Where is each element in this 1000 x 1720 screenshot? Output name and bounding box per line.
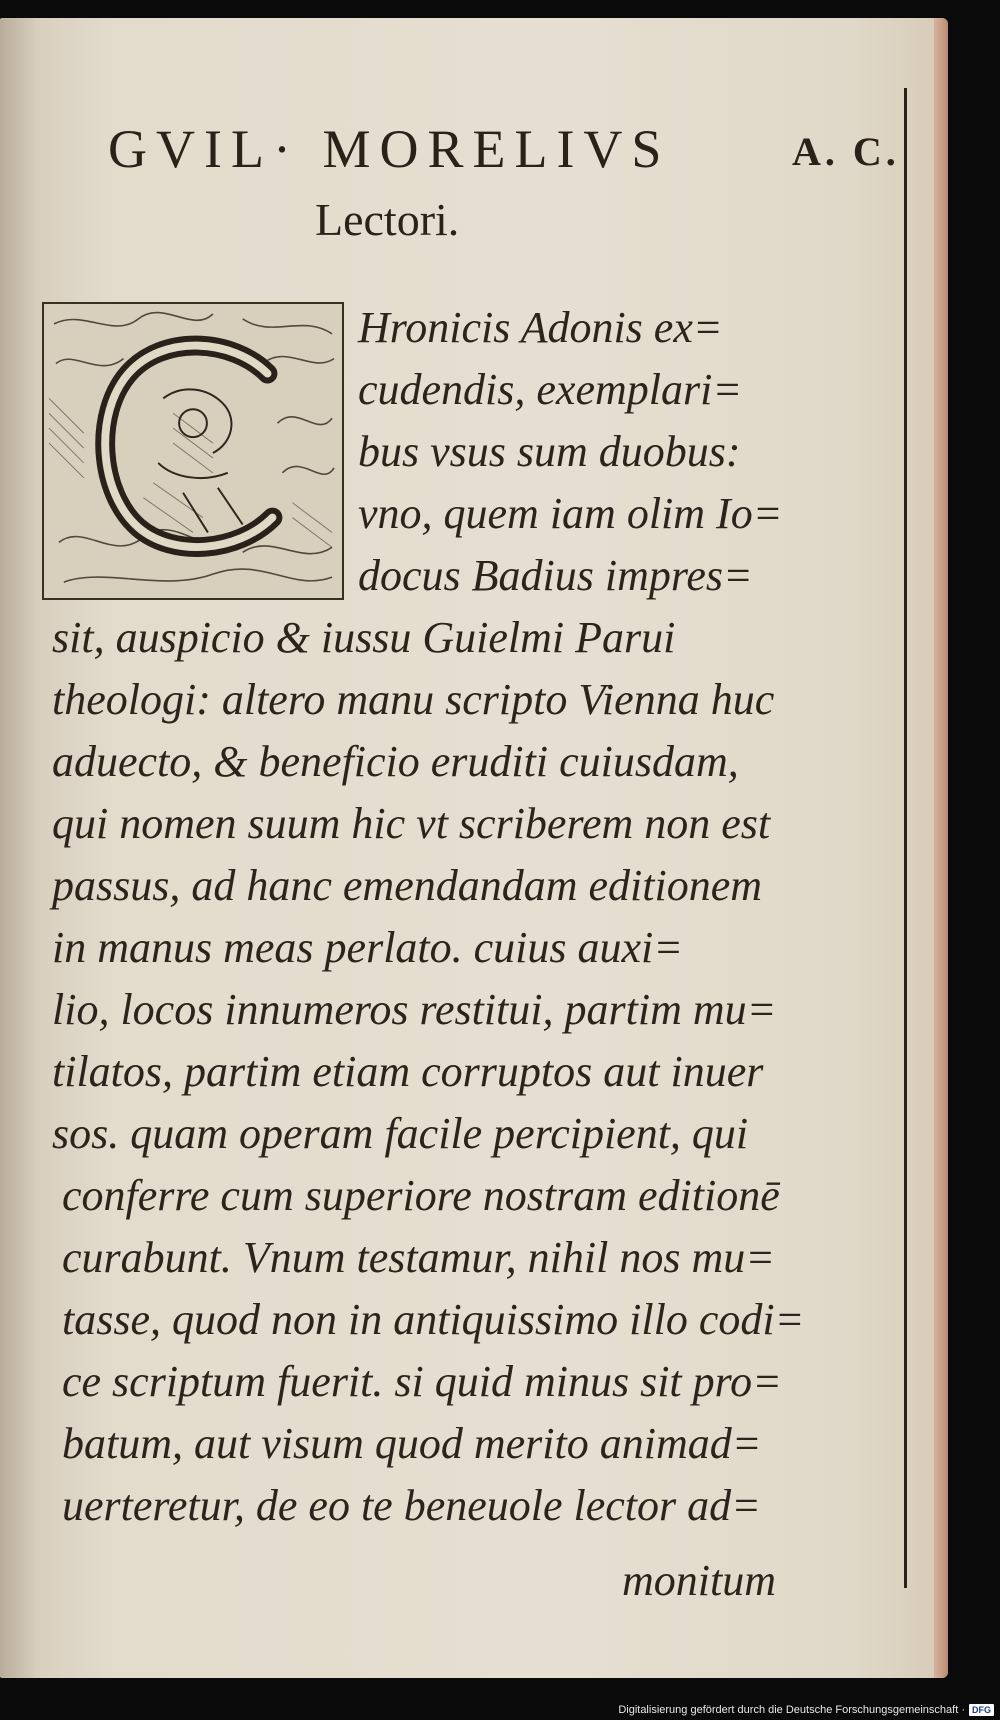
text-line-18: ce scriptum fuerit. si quid minus sit pro= bbox=[62, 1357, 782, 1406]
text-line-19: batum, aut visum quod merito animad= bbox=[62, 1419, 762, 1468]
decorated-initial bbox=[42, 302, 344, 600]
page-header bbox=[108, 118, 908, 188]
text-line-11: in manus meas perlato. cuius auxi= bbox=[52, 923, 683, 972]
margin-rule bbox=[904, 88, 907, 1588]
signature-mark: A. C. bbox=[792, 129, 900, 174]
page-title: GVIL· MORELIVS bbox=[108, 119, 671, 179]
text-line-9: qui nomen suum hic vt scriberem non est bbox=[52, 799, 771, 848]
text-line-16: curabunt. Vnum testamur, nihil nos mu= bbox=[62, 1233, 775, 1282]
text-line-20: uerteretur, de eo te beneuole lector ad= bbox=[62, 1481, 761, 1530]
text-line-12: lio, locos innumeros restitui, partim mu= bbox=[52, 985, 777, 1034]
text-line-13: tilatos, partim etiam corruptos aut inuer bbox=[52, 1047, 764, 1096]
book-page bbox=[0, 18, 948, 1678]
text-line-7: theologi: altero manu scripto Vienna huc bbox=[52, 675, 775, 724]
text-line-4: vno, quem iam olim Io= bbox=[358, 489, 783, 538]
text-line-3: bus vsus sum duobus: bbox=[358, 427, 741, 476]
text-line-5: docus Badius impres= bbox=[358, 551, 753, 600]
digitization-credit bbox=[618, 1702, 994, 1718]
text-line-15: conferre cum superiore nostram editionē bbox=[62, 1171, 780, 1220]
text-line-17: tasse, quod non in antiquissimo illo codi= bbox=[62, 1295, 805, 1344]
page-subtitle: Lectori. bbox=[315, 194, 460, 245]
text-line-14: sos. quam operam facile percipient, qui bbox=[52, 1109, 749, 1158]
text-line-1: Hronicis Adonis ex= bbox=[358, 303, 723, 352]
page-fore-edge bbox=[934, 18, 948, 1678]
catchword: monitum bbox=[622, 1556, 776, 1605]
woodcut-initial-image bbox=[44, 304, 342, 598]
text-line-2: cudendis, exemplari= bbox=[358, 365, 743, 414]
text-line-10: passus, ad hanc emendandam editionem bbox=[52, 861, 763, 910]
dfg-logo-icon: DFG bbox=[969, 1704, 994, 1716]
text-line-6: sit, auspicio & iussu Guielmi Parui bbox=[52, 613, 676, 662]
credit-text: Digitalisierung gefördert durch die Deutsche Forschungsgemeinschaft · bbox=[618, 1704, 965, 1716]
text-line-8: aduecto, & beneficio eruditi cuiusdam, bbox=[52, 737, 739, 786]
